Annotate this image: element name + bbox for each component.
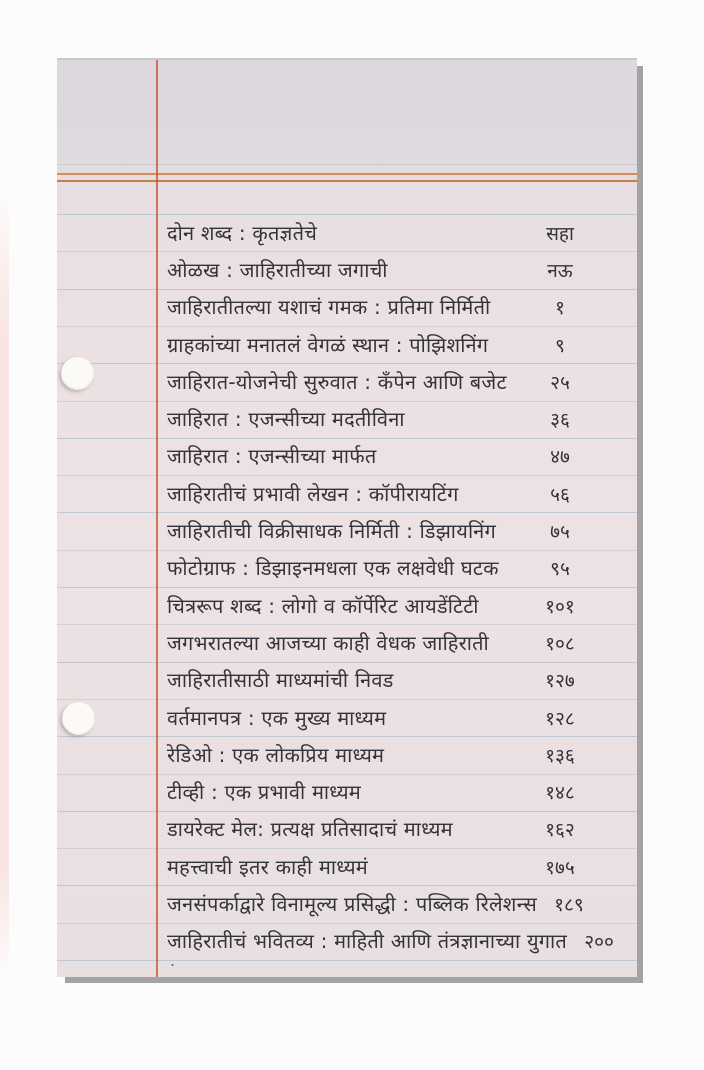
toc-row xyxy=(167,289,592,326)
toc-row xyxy=(167,736,592,773)
toc-row xyxy=(167,400,592,437)
chapter-title: रेडिओ : एक लोकप्रिय माध्यम xyxy=(167,742,385,767)
header-rule-top xyxy=(57,173,637,175)
chapter-page-number: १०१ xyxy=(545,595,575,618)
toc-row xyxy=(167,885,592,922)
chapter-title: जाहिरात-योजनेची सुरुवात : कँपेन आणि बजेट xyxy=(167,369,507,394)
chapter-title: जगभरातल्या आजच्या काही वेधक जाहिराती xyxy=(167,630,489,655)
chapter-page-number: १०८ xyxy=(545,632,575,655)
chapter-title: जाहिरातीतल्या यशाचं गमक : प्रतिमा निर्मिती xyxy=(167,295,491,320)
punch-hole xyxy=(62,702,95,735)
chapter-title: डायरेक्ट मेल: प्रत्यक्ष प्रतिसादाचं माध्यम xyxy=(167,817,453,842)
chapter-page-number: ४७ xyxy=(550,446,570,469)
chapter-page-number: २०० xyxy=(584,931,614,954)
paper-sheet xyxy=(57,58,637,977)
adjacent-page-edge xyxy=(0,185,9,980)
chapter-page-number: १७५ xyxy=(545,856,575,879)
chapter-page-number: २५ xyxy=(550,371,570,394)
chapter-page-number: सहा xyxy=(546,222,574,245)
toc-row xyxy=(167,811,592,848)
chapter-title: फोटोग्राफ : डिझाइनमधला एक लक्षवेधी घटक xyxy=(167,556,499,581)
chapter-title: जनसंपर्काद्वारे विनामूल्य प्रसिद्धी : पब्लिक रिलेशन्स xyxy=(167,891,537,916)
toc-row xyxy=(167,923,614,960)
chapter-page-number: ५६ xyxy=(550,483,570,506)
toc-row xyxy=(167,624,592,661)
chapter-page-number: १ xyxy=(555,297,565,320)
chapter-title: जाहिरातीचं प्रभावी लेखन : कॉपीरायटिंग xyxy=(167,481,459,506)
chapter-title: जाहिरातीसाठी माध्यमांची निवड xyxy=(167,668,394,693)
toc-row xyxy=(167,214,592,251)
chapter-title: महत्त्वाची इतर काही माध्यमं xyxy=(167,854,368,879)
chapter-page-number: ७५ xyxy=(550,521,570,544)
toc-row xyxy=(167,251,592,288)
chapter-title: जाहिरातीची विक्रीसाधक निर्मिती : डिझायनिंग xyxy=(167,519,496,544)
ruled-line xyxy=(57,164,637,165)
toc-row xyxy=(167,475,592,512)
toc-row xyxy=(167,699,592,736)
chapter-page-number: १८९ xyxy=(554,893,584,916)
chapter-page-number: नऊ xyxy=(547,259,573,282)
toc-row xyxy=(167,587,592,624)
toc-row xyxy=(167,550,592,587)
chapter-title: ग्राहकांच्या मनातलं वेगळं स्थान : पोझिशनिंग xyxy=(167,332,489,357)
punch-hole xyxy=(61,357,94,390)
chapter-page-number: १२७ xyxy=(545,670,575,693)
toc-row xyxy=(167,363,592,400)
chapter-title: दोन शब्द : कृतज्ञतेचे xyxy=(167,220,318,245)
chapter-page-number: १६२ xyxy=(545,819,575,842)
toc-row xyxy=(167,326,592,363)
chapter-page-number: १४८ xyxy=(545,782,575,805)
toc-row xyxy=(167,438,592,475)
ruled-line xyxy=(57,960,637,961)
toc-row xyxy=(167,512,592,549)
toc-row xyxy=(167,848,592,885)
chapter-title: ओळख : जाहिरातीच्या जगाची xyxy=(167,257,388,282)
toc-row xyxy=(167,662,592,699)
chapter-page-number: ९५ xyxy=(550,558,570,581)
chapter-title: जाहिरात : एजन्सीच्या मार्फत xyxy=(167,444,377,469)
margin-line xyxy=(156,60,158,977)
chapter-title: जाहिरात : एजन्सीच्या मदतीविना xyxy=(167,407,405,432)
chapter-title: वर्तमानपत्र : एक मुख्य माध्यम xyxy=(167,705,387,730)
toc-list xyxy=(167,214,614,960)
toc-row xyxy=(167,773,592,810)
chapter-page-number: १२८ xyxy=(545,707,575,730)
header-rule-bottom xyxy=(57,180,637,182)
chapter-page-number: ३६ xyxy=(550,409,570,432)
chapter-page-number: ९ xyxy=(555,334,565,357)
chapter-title: टीव्ही : एक प्रभावी माध्यम xyxy=(167,780,361,805)
chapter-title: चित्ररूप शब्द : लोगो व कॉर्पेरिट आयडेंटिटी xyxy=(167,593,479,618)
chapter-page-number: १३६ xyxy=(545,744,575,767)
chapter-title: जाहिरातीचं भवितव्य : माहिती आणि तंत्रज्ञानाच्या युगात xyxy=(167,929,568,954)
footer-dot: . xyxy=(170,951,176,970)
